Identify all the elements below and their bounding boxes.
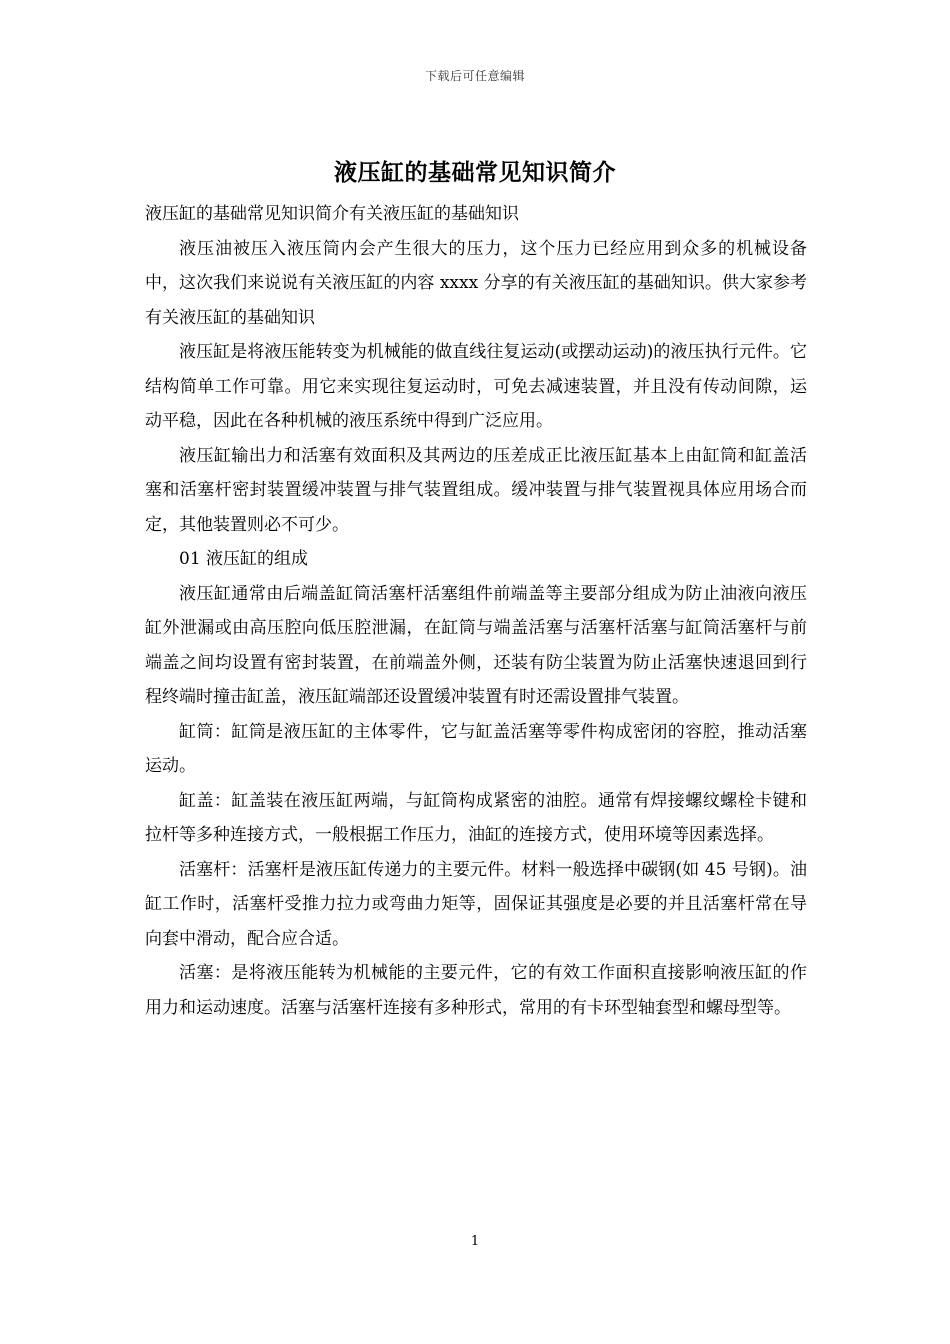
header-note: 下载后可任意编辑: [424, 69, 525, 83]
paragraph: 液压缸通常由后端盖缸筒活塞杆活塞组件前端盖等主要部分组成为防止油液向液压缸外泄漏或由高压腔向低压腔泄漏，在缸筒与端盖活塞与活塞杆活塞与缸筒活塞杆与前端盖之间均设置有密封装置，在前端盖外侧，还装有防尘装置为防止活塞快速退回到行程终端时撞击缸盖，液压缸端部还设置缓冲装置有时还需设置排气装置。: [145, 583, 807, 707]
paragraph: 液压油被压入液压筒内会产生很大的压力，这个压力已经应用到众多的机械设备中，这次我们来说说有关液压缸的内容 xxxx 分享的有关液压缸的基础知识。供大家参考有关液压缸的基础知识: [145, 238, 807, 328]
document-body: [145, 197, 807, 1025]
document-title: 液压缸的基础常见知识简介: [334, 159, 616, 186]
paragraph: 液压缸输出力和活塞有效面积及其两边的压差成正比液压缸基本上由缸筒和缸盖活塞和活塞杆密封装置缓冲装置与排气装置组成。缓冲装置与排气装置视具体应用场合而定，其他装置则必不可少。: [145, 445, 807, 535]
paragraph: 活塞杆：活塞杆是液压缸传递力的主要元件。材料一般选择中碳钢(如 45 号钢)。油缸工作时，活塞杆受推力拉力或弯曲力矩等，固保证其强度是必要的并且活塞杆常在导向套中滑动，配合应合适。: [145, 859, 807, 949]
intro-line: 液压缸的基础常见知识简介有关液压缸的基础知识: [145, 204, 519, 224]
paragraph: 活塞：是将液压能转为机械能的主要元件，它的有效工作面积直接影响液压缸的作用力和运动速度。活塞与活塞杆连接有多种形式，常用的有卡环型轴套型和螺母型等。: [145, 963, 807, 1018]
paragraph: 缸盖：缸盖装在液压缸两端，与缸筒构成紧密的油腔。通常有焊接螺纹螺栓卡键和拉杆等多种连接方式，一般根据工作压力，油缸的连接方式，使用环境等因素选择。: [145, 790, 807, 845]
paragraph: 液压缸是将液压能转变为机械能的做直线往复运动(或摆动运动)的液压执行元件。它结构简单工作可靠。用它来实现往复运动时，可免去减速装置，并且没有传动间隙，运动平稳，因此在各种机械的液压系统中得到广泛应用。: [145, 342, 807, 431]
paragraph: 缸筒：缸筒是液压缸的主体零件，它与缸盖活塞等零件构成密闭的容腔，推动活塞运动。: [145, 721, 807, 776]
section-heading: 01 液压缸的组成: [179, 549, 309, 569]
page-number: 1: [470, 1234, 480, 1249]
